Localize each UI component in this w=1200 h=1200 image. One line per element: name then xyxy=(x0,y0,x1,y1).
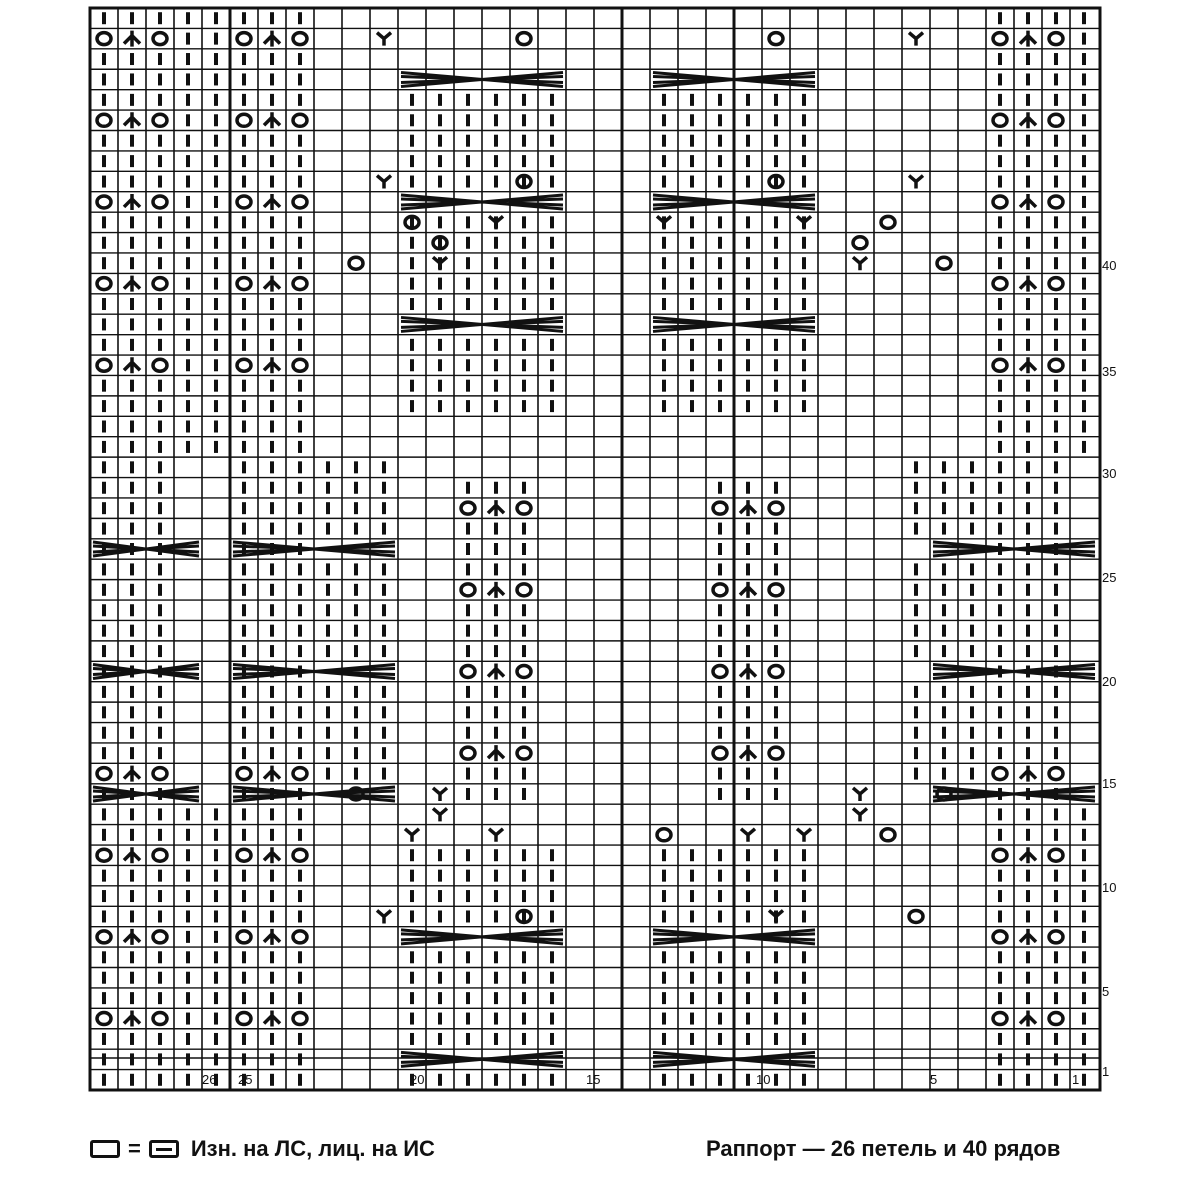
yarn-over-symbol xyxy=(97,196,111,208)
decrease-symbol xyxy=(377,176,391,189)
yarn-over-symbol xyxy=(97,114,111,126)
yarn-over-symbol xyxy=(713,502,727,514)
yarn-over-symbol xyxy=(769,747,783,759)
decrease-symbol xyxy=(377,33,391,46)
yarn-over-symbol xyxy=(153,768,167,780)
yarn-over-symbol xyxy=(881,829,895,841)
yarn-over-symbol xyxy=(993,278,1007,290)
stitch-number-label: 20 xyxy=(410,1072,425,1087)
central-decrease-symbol xyxy=(264,357,280,373)
decrease-symbol xyxy=(741,829,755,842)
central-decrease-symbol xyxy=(1020,276,1036,292)
yarn-over-symbol xyxy=(993,359,1007,371)
yarn-over-symbol xyxy=(1049,1013,1063,1025)
yarn-over-symbol xyxy=(293,114,307,126)
central-decrease-symbol xyxy=(740,582,756,598)
central-decrease-symbol xyxy=(488,745,504,761)
row-number-label: 35 xyxy=(1102,364,1117,379)
yarn-over-symbol xyxy=(517,584,531,596)
yarn-over-symbol xyxy=(461,747,475,759)
decrease-symbol xyxy=(797,829,811,842)
yarn-over-symbol xyxy=(97,278,111,290)
central-decrease-symbol xyxy=(1020,766,1036,782)
yarn-over-symbol xyxy=(153,33,167,45)
decrease-symbol xyxy=(853,808,867,821)
yarn-over-symbol xyxy=(461,502,475,514)
row-number-label: 30 xyxy=(1102,466,1117,481)
decrease-symbol xyxy=(853,788,867,801)
stitch-number-label: 26 xyxy=(202,1072,217,1087)
yarn-over-symbol xyxy=(237,1013,251,1025)
yarn-over-symbol xyxy=(657,829,671,841)
yarn-over-symbol xyxy=(293,33,307,45)
yarn-over-symbol xyxy=(237,114,251,126)
chart-frame xyxy=(90,8,1100,1090)
yarn-over-symbol xyxy=(349,257,363,269)
central-decrease-symbol xyxy=(124,112,140,128)
row-number-labels xyxy=(1102,258,1116,1079)
legend-text: Изн. на ЛС, лиц. на ИС xyxy=(190,1136,435,1161)
yarn-over-symbol xyxy=(993,33,1007,45)
yarn-over-symbol xyxy=(1049,278,1063,290)
row-number-label: 40 xyxy=(1102,258,1117,273)
yarn-over-symbol xyxy=(153,196,167,208)
legend xyxy=(90,1132,435,1166)
yarn-over-symbol xyxy=(517,502,531,514)
yarn-over-symbol xyxy=(1049,768,1063,780)
central-decrease-symbol xyxy=(740,745,756,761)
central-decrease-symbol xyxy=(488,582,504,598)
yarn-over-symbol xyxy=(153,931,167,943)
decrease-symbol xyxy=(433,788,447,801)
yarn-over-symbol xyxy=(769,665,783,677)
row-number-label: 25 xyxy=(1102,570,1117,585)
empty-cell-icon xyxy=(90,1140,120,1158)
stitch-number-label: 5 xyxy=(930,1072,938,1087)
central-decrease-symbol xyxy=(124,194,140,210)
yarn-over-symbol xyxy=(293,1013,307,1025)
central-decrease-symbol xyxy=(124,357,140,373)
yarn-over-symbol xyxy=(909,910,923,922)
decrease-symbol xyxy=(909,176,923,189)
stitch-number-labels xyxy=(202,1072,1079,1087)
yarn-over-symbol xyxy=(1049,931,1063,943)
central-decrease-symbol xyxy=(1020,194,1036,210)
central-decrease-symbol xyxy=(740,663,756,679)
yarn-over-symbol xyxy=(237,768,251,780)
central-decrease-symbol xyxy=(124,31,140,47)
yarn-over-symbol xyxy=(461,665,475,677)
row-number-label: 5 xyxy=(1102,984,1110,999)
yarn-over-symbol xyxy=(237,849,251,861)
yarn-over-symbol xyxy=(237,931,251,943)
decrease-symbol xyxy=(909,33,923,46)
central-decrease-symbol xyxy=(488,663,504,679)
yarn-over-symbol xyxy=(993,1013,1007,1025)
yarn-over-symbol xyxy=(237,359,251,371)
yarn-over-symbol xyxy=(237,278,251,290)
chart-grid xyxy=(90,8,1100,1090)
stitch-number-label: 10 xyxy=(756,1072,771,1087)
yarn-over-symbol xyxy=(1049,33,1063,45)
yarn-over-symbol xyxy=(97,359,111,371)
yarn-over-symbol xyxy=(769,33,783,45)
central-decrease-symbol xyxy=(1020,112,1036,128)
yarn-over-symbol xyxy=(713,747,727,759)
yarn-over-symbol xyxy=(97,33,111,45)
repeat-info: Раппорт — 26 петель и 40 рядов xyxy=(706,1136,1061,1161)
yarn-over-symbol xyxy=(97,1013,111,1025)
yarn-over-symbol xyxy=(293,359,307,371)
row-number-label: 15 xyxy=(1102,776,1117,791)
yarn-over-symbol xyxy=(97,931,111,943)
yarn-over-symbol xyxy=(937,788,951,800)
stitch-number-label: 1 xyxy=(1072,1072,1080,1087)
yarn-over-symbol xyxy=(1049,196,1063,208)
decrease-symbol xyxy=(853,257,867,270)
yarn-over-symbol xyxy=(153,114,167,126)
yarn-over-symbol xyxy=(937,257,951,269)
decrease-symbol xyxy=(489,829,503,842)
yarn-over-symbol xyxy=(1049,849,1063,861)
decrease-symbol xyxy=(405,829,419,842)
central-decrease-symbol xyxy=(740,500,756,516)
yarn-over-symbol xyxy=(1049,114,1063,126)
stitch-number-label: 15 xyxy=(586,1072,601,1087)
yarn-over-symbol xyxy=(993,768,1007,780)
decrease-symbol xyxy=(377,910,391,923)
central-decrease-symbol xyxy=(264,276,280,292)
central-decrease-symbol xyxy=(1020,357,1036,373)
central-decrease-symbol xyxy=(1020,1011,1036,1027)
central-decrease-symbol xyxy=(1020,847,1036,863)
yarn-over-symbol xyxy=(517,33,531,45)
yarn-over-symbol xyxy=(993,196,1007,208)
yarn-over-symbol xyxy=(993,931,1007,943)
row-number-label: 10 xyxy=(1102,880,1117,895)
central-decrease-symbol xyxy=(124,766,140,782)
central-decrease-symbol xyxy=(1020,929,1036,945)
decrease-symbol xyxy=(433,808,447,821)
central-decrease-symbol xyxy=(488,500,504,516)
central-decrease-symbol xyxy=(264,194,280,210)
dash-cell-icon xyxy=(149,1140,179,1158)
yarn-over-symbol xyxy=(237,196,251,208)
stitch-number-label: 25 xyxy=(238,1072,253,1087)
yarn-over-symbol xyxy=(993,849,1007,861)
yarn-over-symbol xyxy=(853,237,867,249)
yarn-over-symbol xyxy=(293,849,307,861)
row-number-label: 1 xyxy=(1102,1064,1110,1079)
central-decrease-symbol xyxy=(264,766,280,782)
yarn-over-symbol xyxy=(97,849,111,861)
yarn-over-symbol xyxy=(153,1013,167,1025)
central-decrease-symbol xyxy=(124,276,140,292)
central-decrease-symbol xyxy=(1020,31,1036,47)
yarn-over-symbol xyxy=(881,216,895,228)
yarn-over-symbol xyxy=(1049,359,1063,371)
yarn-over-symbol xyxy=(461,584,475,596)
central-decrease-symbol xyxy=(264,31,280,47)
central-decrease-symbol xyxy=(124,847,140,863)
central-decrease-symbol xyxy=(124,929,140,945)
central-decrease-symbol xyxy=(264,929,280,945)
yarn-over-symbol xyxy=(993,114,1007,126)
central-decrease-symbol xyxy=(124,1011,140,1027)
yarn-over-symbol xyxy=(293,278,307,290)
yarn-over-symbol xyxy=(517,665,531,677)
yarn-over-symbol xyxy=(769,584,783,596)
yarn-over-symbol xyxy=(293,196,307,208)
yarn-over-symbol xyxy=(517,747,531,759)
yarn-over-symbol xyxy=(293,768,307,780)
yarn-over-symbol xyxy=(713,584,727,596)
central-decrease-symbol xyxy=(264,112,280,128)
yarn-over-symbol xyxy=(153,359,167,371)
yarn-over-symbol xyxy=(713,665,727,677)
central-decrease-symbol xyxy=(264,847,280,863)
central-decrease-symbol xyxy=(264,1011,280,1027)
yarn-over-symbol xyxy=(237,33,251,45)
yarn-over-symbol xyxy=(153,849,167,861)
legend-equals: = xyxy=(128,1136,141,1161)
yarn-over-symbol xyxy=(769,502,783,514)
yarn-over-symbol xyxy=(153,278,167,290)
row-number-label: 20 xyxy=(1102,674,1117,689)
yarn-over-symbol xyxy=(293,931,307,943)
yarn-over-symbol xyxy=(97,768,111,780)
